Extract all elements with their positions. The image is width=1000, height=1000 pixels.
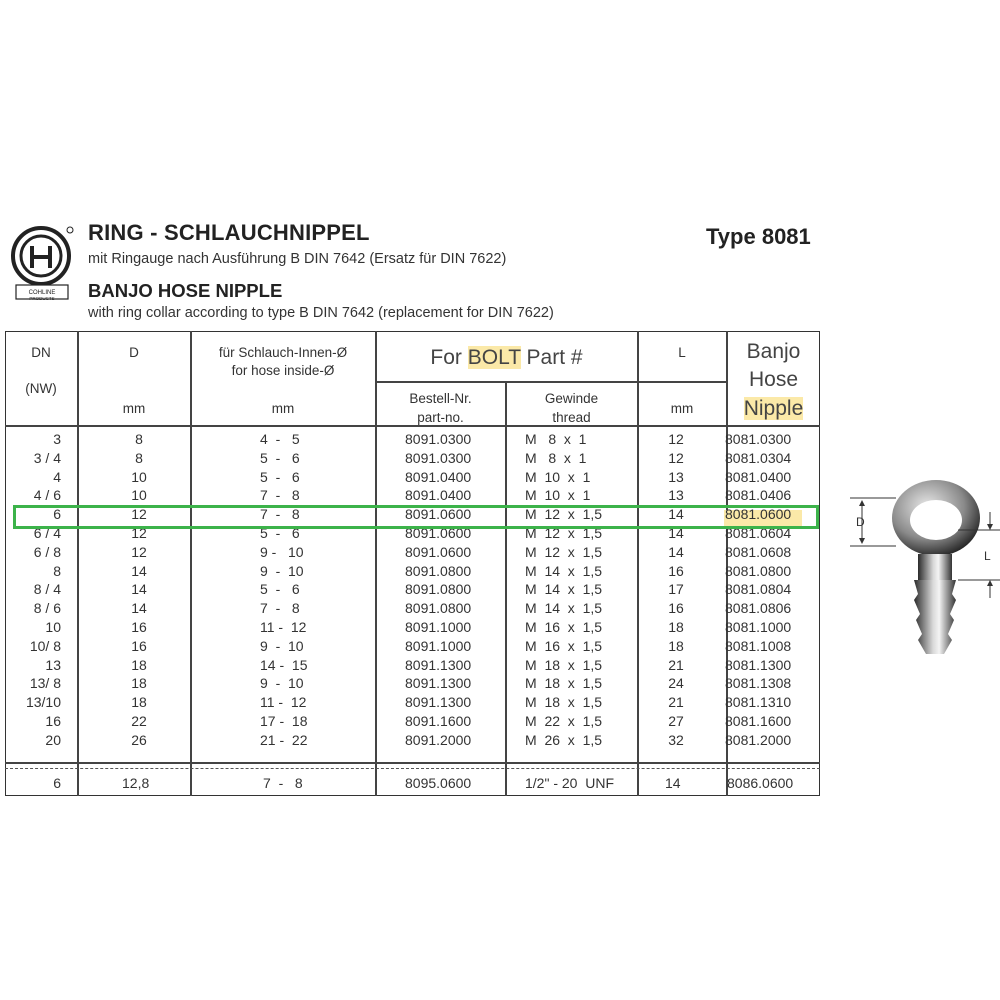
cell-d: 14 (131, 600, 147, 617)
cell-l: 13 (668, 487, 684, 504)
cell-dn: 3 / 4 (33, 449, 61, 466)
page-title-english: BANJO HOSE NIPPLE (88, 280, 283, 301)
table-row (5, 713, 820, 732)
cell-hose: 9 - 10 (260, 637, 304, 654)
cell-l: 13 (668, 468, 684, 485)
cell-bolt: 8091.1000 (405, 618, 472, 635)
table-row (5, 732, 820, 751)
label-d: D (856, 515, 865, 529)
cell-l: 14 (665, 775, 681, 791)
cell-l: 16 (668, 600, 684, 617)
cell-d: 18 (131, 656, 147, 673)
cell-bolt: 8091.0400 (405, 487, 472, 504)
cell-d: 12 (131, 506, 147, 523)
cell-bolt: 8091.1300 (405, 675, 472, 692)
cell-d: 18 (131, 675, 147, 692)
table-row (5, 675, 820, 694)
cell-dn: 6 / 4 (33, 524, 61, 541)
cell-hose: 5 - 6 (260, 468, 300, 485)
cell-l: 18 (668, 618, 684, 635)
cell-part: 8081.0300 (725, 431, 792, 447)
header-hose-de: für Schlauch-Innen-Ø (218, 345, 348, 360)
cell-l: 16 (668, 562, 684, 579)
cell-d: 12,8 (122, 775, 150, 791)
cell-l: 32 (668, 731, 684, 748)
cell-thread: 1/2" - 20 UNF (525, 775, 614, 791)
header-l: L (678, 345, 686, 360)
cell-dn: 4 (53, 468, 61, 485)
cell-thread: M 18 x 1,5 (525, 675, 603, 692)
cell-part: 8081.0400 (725, 468, 792, 485)
cell-d: 12 (131, 524, 147, 541)
cell-l: 21 (668, 694, 684, 711)
table-row (5, 638, 820, 657)
table-row (5, 469, 820, 488)
cell-d: 12 (131, 543, 147, 560)
page-title-german: RING - SCHLAUCHNIPPEL (88, 220, 370, 245)
subtitle-english: with ring collar according to type B DIN 7642 (replacement for DIN 7622) (88, 305, 554, 321)
header-bestell-en: part-no. (417, 410, 464, 425)
cell-d: 26 (131, 731, 147, 748)
cell-bolt: 8091.1000 (405, 637, 472, 654)
table-row-special (5, 775, 820, 795)
cell-hose: 7 - 8 (263, 775, 303, 791)
cell-dn: 20 (45, 731, 61, 748)
header-nipple: Nipple (743, 397, 804, 420)
svg-text:PRODUCTS: PRODUCTS (29, 296, 55, 301)
header-bolt-part: For BOLT Part # (430, 346, 583, 369)
cell-thread: M 14 x 1,5 (525, 600, 603, 617)
cell-part: 8081.0608 (725, 543, 792, 560)
header-banjo: Banjo (746, 340, 801, 363)
cell-dn: 16 (45, 712, 61, 729)
cell-bolt: 8091.0300 (405, 449, 472, 466)
header-hose: Hose (748, 368, 799, 391)
cell-part: 8081.1008 (725, 637, 792, 654)
cell-hose: 11 - 12 (260, 694, 307, 711)
cell-dn: 6 (53, 775, 61, 791)
cohline-logo (10, 222, 76, 302)
cell-l: 12 (668, 431, 684, 447)
type-number: Type 8081 (706, 224, 811, 249)
header-gewinde-en: thread (552, 410, 591, 425)
cell-bolt: 8091.0800 (405, 600, 472, 617)
cell-thread: M 12 x 1,5 (525, 543, 603, 560)
label-l: L (984, 549, 991, 563)
cell-bolt: 8095.0600 (405, 775, 472, 791)
table-row (5, 450, 820, 469)
cell-part: 8081.1000 (725, 618, 792, 635)
cell-hose: 9 - 10 (260, 675, 304, 692)
cell-l: 24 (668, 675, 684, 692)
cell-dn: 6 / 8 (33, 543, 61, 560)
cell-thread: M 18 x 1,5 (525, 656, 603, 673)
cell-bolt: 8091.0600 (405, 543, 472, 560)
cell-thread: M 22 x 1,5 (525, 712, 603, 729)
cell-d: 16 (131, 637, 147, 654)
header-nw: (NW) (25, 381, 57, 396)
table-bottom-line (5, 762, 820, 764)
cell-part: 8081.1600 (725, 712, 792, 729)
cell-dn: 6 (53, 506, 61, 523)
cell-hose: 9 - 10 (260, 543, 304, 560)
cell-thread: M 10 x 1 (525, 487, 591, 504)
cell-dn: 10/ 8 (29, 637, 61, 654)
cell-thread: M 12 x 1,5 (525, 506, 603, 523)
cell-l: 18 (668, 637, 684, 654)
cell-hose: 5 - 6 (260, 524, 300, 541)
cell-l: 17 (668, 581, 684, 598)
cell-hose: 9 - 10 (260, 562, 304, 579)
cell-d: 22 (131, 712, 147, 729)
table-row (5, 694, 820, 713)
cell-thread: M 18 x 1,5 (525, 694, 603, 711)
table-row (5, 600, 820, 619)
cell-bolt: 8091.2000 (405, 731, 472, 748)
table-row (5, 544, 820, 563)
cell-d: 16 (131, 618, 147, 635)
cell-hose: 5 - 6 (260, 449, 300, 466)
banjo-nipple-illustration (840, 468, 1000, 668)
header-d: D (129, 345, 139, 360)
cell-bolt: 8091.0300 (405, 431, 472, 447)
cell-l: 21 (668, 656, 684, 673)
header-dn: DN (31, 345, 51, 360)
header-divider (376, 381, 726, 383)
cell-thread: M 14 x 1,5 (525, 581, 603, 598)
cell-hose: 11 - 12 (260, 618, 307, 635)
cell-part: 8081.1300 (725, 656, 792, 673)
cell-thread: M 10 x 1 (525, 468, 591, 485)
cell-part: 8081.0600 (725, 506, 792, 523)
svg-text:COHLINE: COHLINE (28, 290, 56, 296)
cell-dn: 4 / 6 (33, 487, 61, 504)
header-d-unit: mm (122, 401, 146, 416)
table-row (5, 581, 820, 600)
cell-l: 12 (668, 449, 684, 466)
cell-d: 14 (131, 562, 147, 579)
cell-thread: M 8 x 1 (525, 431, 587, 447)
cell-part: 8081.1308 (725, 675, 792, 692)
table-row (5, 657, 820, 676)
cell-bolt: 8091.0800 (405, 581, 472, 598)
cell-dn: 10 (45, 618, 61, 635)
cell-part: 8081.0806 (725, 600, 792, 617)
table-row (5, 619, 820, 638)
cell-bolt: 8091.0600 (405, 506, 472, 523)
cell-dn: 13/10 (25, 694, 61, 711)
cell-part: 8081.0304 (725, 449, 792, 466)
cell-part: 8081.0604 (725, 524, 792, 541)
cell-hose: 7 - 8 (260, 600, 300, 617)
cell-dn: 8 / 6 (33, 600, 61, 617)
cell-d: 14 (131, 581, 147, 598)
cell-thread: M 16 x 1,5 (525, 618, 603, 635)
cell-l: 14 (668, 543, 684, 560)
table-row (5, 563, 820, 582)
cell-dn: 8 / 4 (33, 581, 61, 598)
cell-bolt: 8091.1300 (405, 694, 472, 711)
highlight-box-row (13, 505, 819, 529)
cell-hose: 7 - 8 (260, 487, 300, 504)
table-row (5, 431, 820, 450)
header-hose-en: for hose inside-Ø (231, 363, 335, 378)
cell-hose: 5 - 6 (260, 581, 300, 598)
cell-part: 8081.2000 (725, 731, 792, 748)
cell-l: 14 (668, 506, 684, 523)
cell-bolt: 8091.0600 (405, 524, 472, 541)
table-row (5, 487, 820, 506)
header-gewinde-de: Gewinde (544, 391, 599, 406)
cell-d: 10 (131, 487, 147, 504)
cell-d: 8 (135, 449, 143, 466)
cell-part: 8081.0800 (725, 562, 792, 579)
cell-dn: 8 (53, 562, 61, 579)
cell-hose: 21 - 22 (260, 731, 308, 748)
header-hose-unit: mm (271, 401, 295, 416)
cell-bolt: 8091.1300 (405, 656, 472, 673)
cell-part: 8081.0406 (725, 487, 792, 504)
cell-d: 10 (131, 468, 147, 485)
header-l-unit: mm (670, 401, 694, 416)
header-bestell-de: Bestell-Nr. (409, 391, 472, 406)
subtitle-german: mit Ringauge nach Ausführung B DIN 7642 (Ersatz für DIN 7622) (88, 251, 507, 267)
cell-thread: M 12 x 1,5 (525, 524, 603, 541)
cell-d: 8 (135, 431, 143, 447)
cell-dn: 13/ 8 (29, 675, 61, 692)
cell-part: 8086.0600 (727, 775, 794, 791)
cell-dn: 13 (45, 656, 61, 673)
cell-bolt: 8091.0400 (405, 468, 472, 485)
cell-dn: 3 (53, 431, 61, 447)
cell-hose: 4 - 5 (260, 431, 300, 447)
cell-d: 18 (131, 694, 147, 711)
cell-thread: M 8 x 1 (525, 449, 587, 466)
cell-bolt: 8091.1600 (405, 712, 472, 729)
dashed-separator (5, 768, 820, 769)
cell-part: 8081.1310 (725, 694, 792, 711)
cell-part: 8081.0804 (725, 581, 792, 598)
cell-hose: 7 - 8 (260, 506, 300, 523)
bolt-highlight: BOLT (467, 346, 521, 369)
cell-thread: M 26 x 1,5 (525, 731, 603, 748)
cell-l: 27 (668, 712, 684, 729)
cell-hose: 17 - 18 (260, 712, 308, 729)
cell-bolt: 8091.0800 (405, 562, 472, 579)
cell-l: 14 (668, 524, 684, 541)
cell-thread: M 14 x 1,5 (525, 562, 603, 579)
table-body (5, 431, 820, 751)
cell-thread: M 16 x 1,5 (525, 637, 603, 654)
cell-hose: 14 - 15 (260, 656, 308, 673)
